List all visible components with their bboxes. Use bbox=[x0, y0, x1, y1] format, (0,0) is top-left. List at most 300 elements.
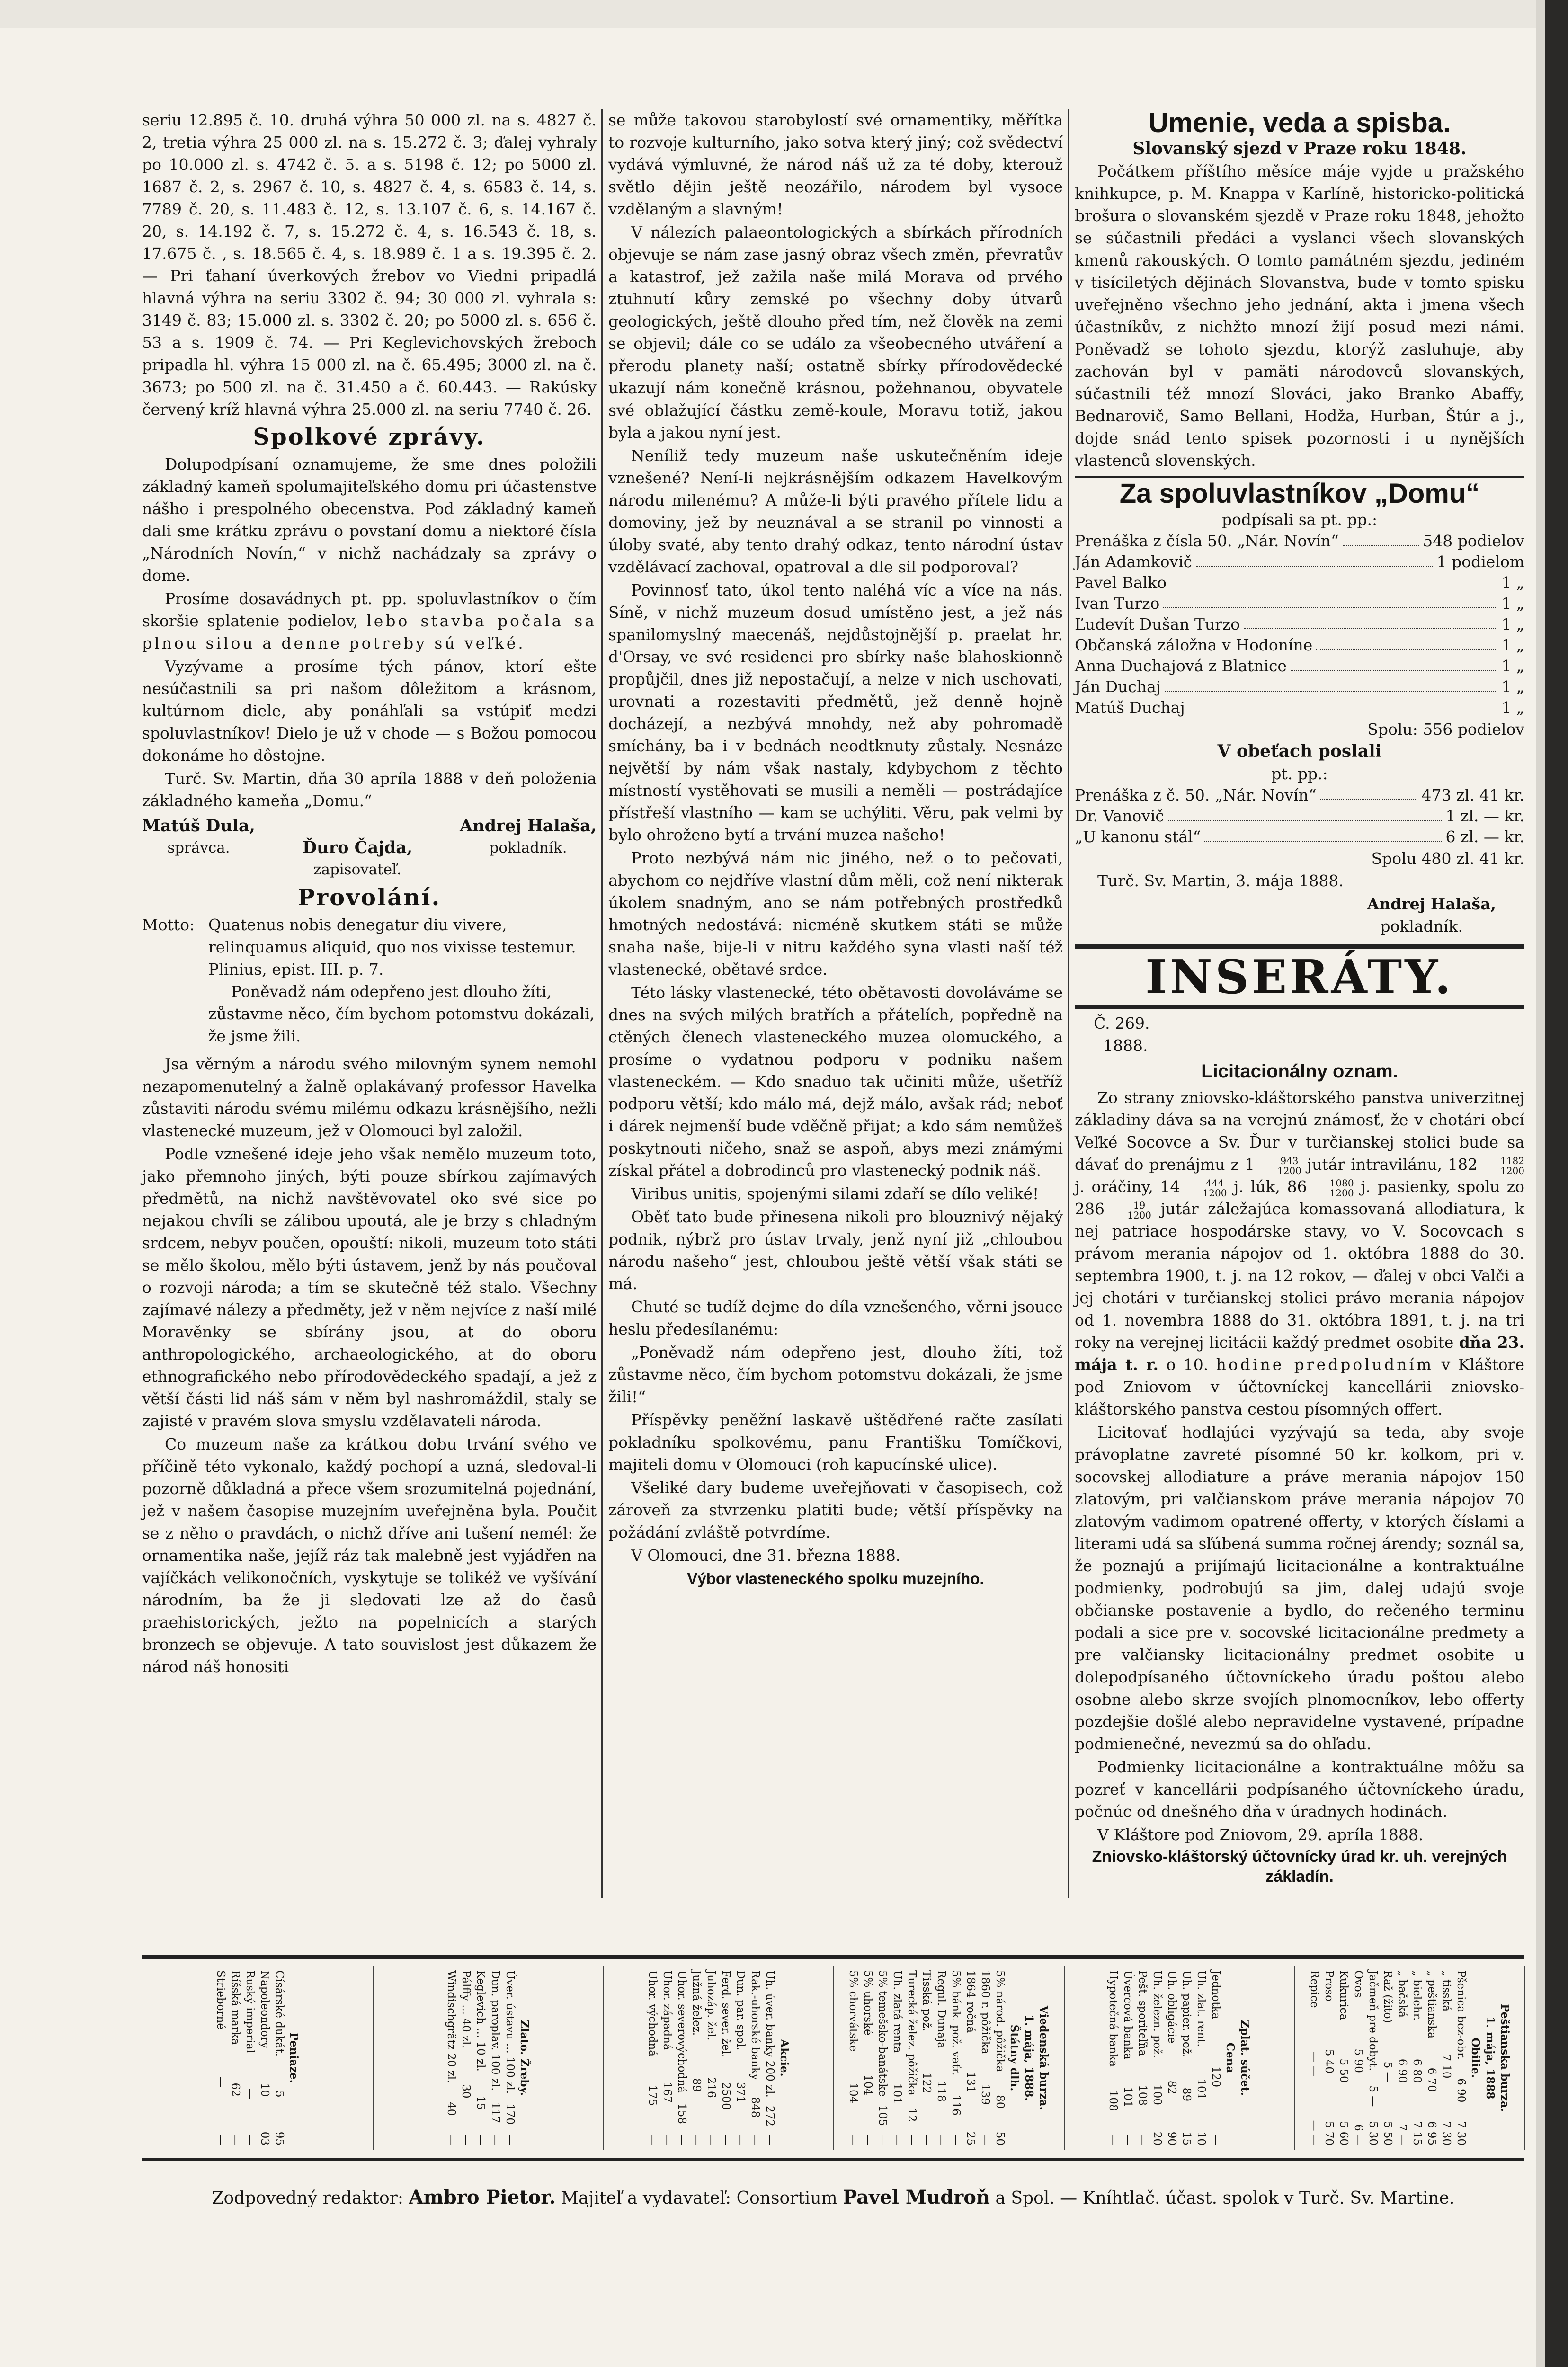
market-item: Windischgrätz 20 zl. bbox=[445, 1970, 457, 2083]
signature-right bbox=[460, 815, 597, 881]
text: jutár záležajúca komassovaná allodiatura, k nej patriace hospodárske stavy, vo V. Socovcach s právom merania nápojov od 1. októbra 1888 do 30. septembra 1900, t. j. na 12 rokov, — ďalej v obci Valči a jej chotári v turčianskej stolici právo merania nápojov od 1. novembra 1888 do 31. októbra 1891, t. j. na tri roky na verejnej licitácii každý predmet osobite bbox=[1075, 1200, 1524, 1352]
market-row bbox=[762, 1970, 777, 2145]
market-row bbox=[1409, 1970, 1424, 2145]
signer-name: Andrej Halaša, bbox=[1367, 895, 1496, 913]
market-block-content bbox=[1307, 1970, 1512, 2145]
market-item: Kukurica bbox=[1337, 1970, 1350, 2020]
market-price: — bbox=[1121, 2134, 1134, 2145]
text: Zo strany zniovsko-kláštorského panstva univerzitnej základiny dáva sa na verejnú známosť, že v chotári obcí Veľké Socovce a Sv. Ďur v turčianskej stolici bude sa dávať do prenájmu z 1 bbox=[1075, 1088, 1524, 1174]
market-heading: Viedenská burza. bbox=[1037, 2005, 1051, 2110]
market-item: Ferd. sever. žel. bbox=[719, 1970, 732, 2058]
signature-middle bbox=[303, 836, 412, 881]
market-block-content bbox=[846, 1970, 1051, 2145]
signer-name: Andrej Halaša, bbox=[460, 816, 597, 836]
market-price: 175 bbox=[646, 2085, 659, 2106]
market-item: „ peštianska bbox=[1425, 1970, 1438, 2038]
market-price: 101 bbox=[1194, 2079, 1207, 2100]
entry-value: 1 zl. — kr. bbox=[1445, 807, 1524, 825]
market-price: — bbox=[1136, 2135, 1149, 2145]
market-row bbox=[458, 1970, 473, 2145]
market-item: Ruský imperial bbox=[244, 1970, 257, 2054]
paragraph: Podmienky licitacionálne a kontraktuálne môžu sa pozreť v kancellárii podpísaného účtovníckeho úradu, počnúc od dnešného dňa v úradnych hodinách. bbox=[1075, 1758, 1524, 1821]
market-heading: Štátny dlh. bbox=[1008, 2024, 1021, 2091]
market-item: Uh. obligácie bbox=[1165, 1970, 1178, 2044]
market-price: — bbox=[474, 2134, 487, 2145]
paragraph: Licitovať hodlajúci vyzývajú sa teda, aby svoje právoplatne zavreté písomné 50 kr. kolkom, pri v. socovskej allodiature a práve merania nápojov 150 zlatovým, pri valčianskom práve merania nápojov 70 zlatovým vadimom opatrené offerty, v ktorých číslami a literami udá sa sľúbená summa ročnej árendy; soznál sa, že poznajú a prijímajú licitacionálne a kontraktuálne podmienky, podrobujú sa jim, dalej udajú svoje občianske postavenie a bydlo, do rečeného terminu podali a sice pre v. socovské licitacionálne predmety a pre valčiansky licitacionálny predmet osobite u dolepodpísaného účtovníckeho úradu poštou alebo osobne alebo skrze svojích plnomocníkov, lebo offerty pozdejšie došlé alebo nepravidelne vystavené, prípadne podmienečné, nevezmú sa do ohľadu. bbox=[1075, 1423, 1524, 1753]
market-price: — bbox=[891, 2135, 904, 2145]
market-price: 10 bbox=[1194, 2131, 1207, 2145]
signatures bbox=[142, 815, 597, 881]
motto-body bbox=[208, 914, 597, 1047]
market-row bbox=[1208, 1970, 1223, 2145]
entry-value: 6 zl. — kr. bbox=[1445, 828, 1524, 846]
market-item: Uh. železn. pož. bbox=[1150, 1970, 1163, 2058]
market-price: 848 bbox=[748, 2097, 761, 2118]
column-middle bbox=[608, 109, 1063, 1591]
market-price: — bbox=[1106, 2135, 1119, 2145]
market-item: Uh. zlat. rent. bbox=[1194, 1970, 1207, 2047]
entry-value: 473 zl. 41 kr. bbox=[1421, 786, 1524, 804]
dateline: V Olomouci, dne 31. března 1888. bbox=[631, 1546, 901, 1565]
divider bbox=[1075, 1005, 1524, 1009]
market-price: — bbox=[748, 2134, 761, 2145]
market-price: 101 bbox=[891, 2083, 904, 2104]
market-row bbox=[502, 1970, 517, 2145]
quote: „Poněvadž nám odepřeno jest, dlouho žíti, tož zůstavme něco, čím bychom potomstvu dokázali, že jsme žili!“ bbox=[608, 1343, 1063, 1406]
market-price: 6 80 bbox=[1410, 2059, 1423, 2083]
market-item: Uhor. severovýchodná bbox=[675, 1970, 688, 2093]
newspaper-page bbox=[142, 109, 1524, 2239]
leader-dots bbox=[1204, 827, 1442, 842]
market-heading: Zlato. Žreby. bbox=[517, 2020, 531, 2096]
market-price: — bbox=[704, 2134, 717, 2145]
spaced-text: hodine predpoludním bbox=[1216, 1355, 1434, 1374]
paragraph: Podle vznešené ideje jeho však nemělo muzeum toto, jako přemnoho jiných, býti pouze sbírkou zajímavých předmětů, na nichž navštěvovatel oko své sice po nejakou chvíli se zálibou upoutá, ale je brzy s chladným srdcem, nebyv poučen, opouští: nikoli, muzeum toto státi se mělo školou, mělo býti ústavem, jenž by nás poučoval o rozvoji národa; a tím se skutečně též stalo. Všechny zajímavé nálezy a předměty, jež v něm nejvíce z naší milé Moravěnky se sbírány jsou, at do oboru anthropologického, archaeologického, at do oboru ethnografického nebo přírodovědeckého spadají, a jež z větší části lid náš sám v něm byl nashromáždil, staly se zajisté v pravém slova smyslu vzdělavateli národa. bbox=[142, 1145, 597, 1430]
market-item: Ovos bbox=[1352, 1970, 1364, 1998]
market-row bbox=[242, 1970, 257, 2145]
entry-name: Pavel Balko bbox=[1075, 573, 1167, 592]
market-price: 6 95 bbox=[1425, 2121, 1438, 2145]
market-price: 82 bbox=[1165, 2080, 1178, 2095]
market-price: 80 bbox=[994, 2095, 1007, 2109]
paragraph: Co muzeum naše za krátkou dobu trvání svého ve příčině této vykonalo, každý pochopí a uzná, sledoval-li pozorně důkladná a přece všem srozumitelná pojednání, jež v našem časopise muzejním uveřejněna byla. Poučit se z něho o pravdách, o nichž dříve ani tušení nemél: že ornamentika naše, jejíž ráz tak malebně jest vyjádřen na vajíčkách velikonočních, vyskytuje se tolikéž ve vyšívání národním, ba že ji sledovati lze až do časů praehistorických, ježto na popelnicích a starých bronzech se objevuje. A tato souvislost jest důkazem že národ náš honositi bbox=[142, 1435, 597, 1676]
motto-label: Motto: bbox=[142, 916, 195, 934]
signer-role: pokladník. bbox=[489, 839, 567, 856]
market-item: Pšenica bez-obr. bbox=[1454, 1970, 1467, 2060]
market-row bbox=[1395, 1970, 1409, 2145]
signature-left bbox=[142, 815, 255, 881]
market-item: 1864 ročná bbox=[964, 1970, 977, 2033]
market-block-vieden bbox=[833, 1966, 1065, 2150]
paragraph-text: Prosíme dosavádnych pt. pp. spoluvlastníkov o čím skoršie splatenie podielov, bbox=[142, 589, 597, 630]
entry-value: 1 „ bbox=[1501, 698, 1524, 717]
market-price: 50 bbox=[994, 2131, 1007, 2145]
market-price: — bbox=[719, 2135, 732, 2145]
market-heading: Peštianska burza. bbox=[1498, 2004, 1511, 2112]
market-item: Uh. úver. banky 200 zl. bbox=[763, 1970, 776, 2098]
donation-row bbox=[1075, 806, 1524, 827]
market-price: 108 bbox=[1106, 2090, 1119, 2111]
entry-value: 1 „ bbox=[1501, 594, 1524, 613]
numerator: 444 bbox=[1180, 1178, 1227, 1188]
dateline: V Kláštore pod Zniovom, 29. apríla 1888. bbox=[1097, 1825, 1424, 1844]
market-price: 2500 bbox=[719, 2082, 732, 2110]
scan-edge-light bbox=[1536, 0, 1545, 2367]
market-heading: Zplat. súčet. bbox=[1238, 2020, 1251, 2096]
motto-latin: Quatenus nobis denegatur diu vivere, relinquamus aliquid, quo nos vixisse testemur. Plinius, epist. III. p. 7. bbox=[208, 916, 576, 979]
market-price: 7 30 bbox=[1440, 2121, 1452, 2145]
shareholder-row bbox=[1075, 531, 1524, 552]
market-block-zplat bbox=[1064, 1966, 1295, 2150]
market-price: 6 90 bbox=[1396, 2058, 1408, 2083]
market-item: Císárské dukát. bbox=[273, 1970, 286, 2056]
market-item: Strieborné bbox=[214, 1970, 227, 2029]
market-price: — bbox=[979, 2134, 992, 2145]
market-heading: Peniaze. bbox=[287, 2032, 301, 2083]
market-row bbox=[645, 1970, 659, 2145]
paragraph: Povinnosť tato, úkol tento naléhá víc a více na nás. Síně, v nichž muzeum dosud umístěno jest, a jež nás spanilomyslný maecenáš, nejdůstojnější p. praelat hr. d'Orsay, ve své residenci pro sbírky naše blahoskionně propůjčil, dnes již nepostačují, a nelze v nich uschovati, urovnati a rozestaviti předmětů, jež denně hojně docházejí, a nezbývá mnohdy, než aby pohromadě smíchány, ba i v bednách neodtknuty zůstaly. Nesnáze největší by nám však nastaly, kdybychom z těchto místností vystěhovati se musili a neměli — postrádajíce přístřeší vlastního — kam se uchýliti. Věru, pak velmi by bylo ohroženo bytí a trvání muzea našeho! bbox=[608, 581, 1063, 844]
entry-name: Prenáška z čísla 50. „Nár. Novín“ bbox=[1075, 532, 1339, 550]
market-item: 1860 r. pôžička bbox=[979, 1970, 992, 2055]
market-row bbox=[860, 1970, 875, 2145]
paragraph: se může takovou starobylostí své ornamentiky, měřítka to rozvoje kulturního, jako sotva který jiný; což svědectví vydává výmluvné, že národ náš už za té doby, kterouž světlo dějin ještě neozářilo, národem byl vysoce vzdělaným a slavným! bbox=[608, 111, 1063, 218]
market-item: Raž (žito) bbox=[1381, 1970, 1394, 2023]
denominator: 1200 bbox=[1277, 1165, 1301, 1176]
market-price: — bbox=[244, 2134, 257, 2145]
entry-value: 1 podielom bbox=[1436, 552, 1524, 571]
paragraph bbox=[1075, 1086, 1524, 1420]
market-row bbox=[1194, 1970, 1208, 2145]
market-block-pest bbox=[1294, 1966, 1525, 2150]
market-item: Keglevich ... 10 zl. bbox=[474, 1970, 487, 2072]
paragraph: Počátkem příštího měsíce máje vyjde u pražského knihkupce, p. M. Knappa v Karlíně, historicko-politická brošura o slovanském sjezdě v Praze roku 1848, jehožto se súčastnili předáci a vyslanci všech slovanských kmenů rakouských. O tomto památném sjezdu, jediném v tisíciletých dějinách Slovanstva, bude v tomto spisku uveřejněno všechno jeho jednání, akta i jmena všech účastníkův, z nichžto mnozí žijí posud mezi námi. Poněvadž se tohoto sjezdu, ktorýž zasluhuje, aby zachován byl v pamäti národovců slovanských, súčastnili též mnozí Slováci, jako Branko Abaffy, Bednarovič, Samo Bellani, Hodža, Hurban, Štúr a j., dojde snád tento spisek pozornosti i u nynějších vlastenců slovenských. bbox=[1075, 162, 1524, 470]
market-price: 5 30 bbox=[1366, 2121, 1379, 2145]
dateline: Turč. Sv. Martin, dňa 30 apríla 1888 v deň položenia základného kameňa „Domu.“ bbox=[142, 769, 597, 810]
signer-role: zapisovateľ. bbox=[313, 861, 401, 878]
fraction bbox=[1105, 1201, 1151, 1220]
list-total: Spolu: 556 podielov bbox=[1367, 720, 1524, 739]
market-price: — bbox=[763, 2135, 776, 2145]
market-price: 7 — bbox=[1396, 2124, 1408, 2145]
article-headline: Slovanský sjezd v Praze roku 1848. bbox=[1132, 139, 1467, 159]
market-price: 170 bbox=[503, 2104, 516, 2125]
paragraph: Jsa věrným a národu svého milovným synem nemohl nezapomenutelný a žalně oplakávaný professor Havelka zůstaviti národu svému milému odkazu krásnějšího, nežli vlastenecké muzeum, jež v Olomouci byl založil. bbox=[142, 1055, 597, 1140]
market-item: Dun. paroplav. 100 zl. bbox=[489, 1970, 501, 2091]
market-row bbox=[228, 1970, 242, 2145]
numerator: 1080 bbox=[1307, 1178, 1354, 1188]
market-item: Úvercová banka bbox=[1121, 1970, 1134, 2060]
shareholder-row bbox=[1075, 614, 1524, 635]
market-price: — bbox=[734, 2134, 747, 2145]
market-item: 5% uhorské bbox=[862, 1970, 874, 2036]
market-price: 7 15 bbox=[1410, 2121, 1423, 2145]
market-item: 5% bánk. pož. vaťr. bbox=[950, 1970, 962, 2076]
section-title-provolani: Provolání. bbox=[297, 884, 441, 911]
entry-value: 1 „ bbox=[1501, 636, 1524, 654]
leader-dots bbox=[1320, 785, 1418, 800]
section-title-umenie: Umenie, veda a spisba. bbox=[1148, 107, 1451, 138]
editor-name: Ambro Pietor. bbox=[409, 2186, 556, 2208]
market-row bbox=[1424, 1970, 1439, 2145]
market-row bbox=[875, 1970, 890, 2145]
market-row bbox=[1365, 1970, 1380, 2145]
market-price: 6 — bbox=[1352, 2124, 1364, 2145]
market-price: 371 bbox=[734, 2082, 747, 2103]
market-row bbox=[963, 1970, 978, 2145]
market-heading: Cena bbox=[1223, 2042, 1237, 2073]
entry-value: 1 „ bbox=[1501, 573, 1524, 592]
paragraph: Oběť tato bude přinesena nikoli pro blouznivý nějaký podnik, nýbrž pro ústav trvaly, jenž nyní již „chloubou národu našeho“ jest, chloubou ještě větší však státi se má. bbox=[608, 1208, 1063, 1293]
leader-dots bbox=[1170, 572, 1497, 587]
market-price: 100 bbox=[1150, 2084, 1163, 2105]
bold-date: dňa 23. mája t. r. bbox=[1075, 1333, 1524, 1374]
paragraph: Příspěvky peněžní laskavě uštědřené račte zasílati pokladníku spolkovému, panu Františku Tomíčkovi, majiteli domu v Olomouci (roh kapucínské ulice). bbox=[608, 1411, 1063, 1474]
market-block-content bbox=[213, 1970, 301, 2145]
market-block-zlato bbox=[373, 1966, 604, 2150]
market-price: 5 50 bbox=[1337, 2058, 1350, 2083]
market-row bbox=[919, 1970, 934, 2145]
entry-name: Prenáška z č. 50. „Nár. Novín“ bbox=[1075, 786, 1317, 804]
shareholder-row bbox=[1075, 697, 1524, 718]
market-row bbox=[934, 1970, 948, 2145]
market-item: „ bačská bbox=[1396, 1970, 1408, 2018]
notice-title: Licitacionálny oznam. bbox=[1201, 1061, 1398, 1082]
market-item: Jačmeň pre dobyt. bbox=[1366, 1970, 1379, 2071]
market-item: Rak.-uhorské banky bbox=[748, 1970, 761, 2080]
lottery-results: seriu 12.895 č. 10. druhá výhra 50 000 zl. na s. 4827 č. 2, tretia výhra 25 000 zl. na s. 15.272 č. 3; ďalej vyhraly po 10.000 zl. s. 4742 č. 5. a s. 5198 č. 12; po 5000 zl. 1687 č. 2, s. 2967 č. 10, s. 4827 č. 4, s. 6583 č. 14, s. 7789 č. 20, s. 11.483 č. 12, s. 13.107 č. 6, s. 14.167 č. 20, s. 14.192 č. 7, s. 15.272 č. 4, s. 16.543 č. 18, s. 17.675 č. , s. 18.565 č. 4, s. 18.989 č. 1 a s. 19.395 č. 2. — Pri ťahaní úverkových žrebov vo Viedni pripadlá hlavná výhra na seriu 3302 č. 94; 30 000 zl. vyhrala s: 3149 č. 83; 15.000 zl. s. 3302 č. 20; po 5000 zl. s. 656 č. 53 a s. 1909 č. 74. — Pri Keglevichovských žreboch pripadla hl. výhra 15 000 zl. na č. 65.495; 3000 zl. na č. 3673; po 500 zl. na č. 31.450 a č. 60.443. — Rakúsky červený kríž hlavná výhra 25.000 zl. na seriu 7740 č. 26. bbox=[142, 111, 597, 418]
market-price: 15 bbox=[1180, 2131, 1193, 2145]
market-price: — bbox=[646, 2134, 659, 2145]
notice-year: 1888. bbox=[1103, 1036, 1148, 1055]
market-item: Dun. par. spol. bbox=[734, 1970, 747, 2051]
paragraph: Vyzývame a prosíme tých pánov, ktorí ešte nesúčastnili sa pri našom dôležitom a krásnom, kultúrnom diele, aby ponáhľali sa vstúpiť medzi spoluvlastníkov! Dielo je už v chode — s Božou pomocou dokonáme ho dôstojne. bbox=[142, 657, 597, 765]
market-price: 5 50 bbox=[1381, 2121, 1394, 2145]
market-price: 5 — bbox=[1366, 2085, 1379, 2107]
shareholder-row bbox=[1075, 572, 1524, 593]
market-price: 118 bbox=[935, 2081, 948, 2102]
market-heading: 1. mája, 1888 bbox=[1483, 2016, 1497, 2100]
market-price: 104 bbox=[862, 2074, 874, 2096]
leader-dots bbox=[1291, 656, 1497, 671]
market-row bbox=[1164, 1970, 1179, 2145]
paragraph: Viribus unitis, spojenými silami zdaří se dílo veliké! bbox=[631, 1184, 1039, 1203]
market-price: 5 — bbox=[1381, 2061, 1394, 2083]
list-title: V obeťach poslali bbox=[1217, 741, 1382, 761]
market-price: — bbox=[675, 2135, 688, 2145]
market-price: 101 bbox=[1121, 2086, 1134, 2108]
market-row bbox=[488, 1970, 502, 2145]
column-rule bbox=[601, 109, 603, 1898]
paragraph: Dolupodpísaní oznamujeme, že sme dnes položili základný kameň spolumajiteľského domu pri účastenstve nášho i prespolného obecenstva. Pod základný kameň dali sme krátku zprávu o povstaní domu a niektoré čísla „Národních Novín,“ v nichž nachádzaly sa zprávy o dome. bbox=[142, 455, 597, 585]
entry-name: Občanská záložna v Hodoníne bbox=[1075, 636, 1313, 654]
market-row bbox=[257, 1970, 272, 2145]
market-price: 5 70 bbox=[1322, 2121, 1335, 2145]
market-row bbox=[473, 1970, 488, 2145]
market-price: 122 bbox=[920, 2073, 933, 2094]
market-price: — bbox=[503, 2134, 516, 2145]
entry-name: „U kanonu stál“ bbox=[1075, 828, 1201, 846]
market-item: Repice bbox=[1308, 1970, 1320, 2008]
market-price: 7 10 bbox=[1440, 2054, 1452, 2079]
market-price: — bbox=[950, 2135, 962, 2145]
market-row bbox=[704, 1970, 718, 2145]
entry-value: 1 „ bbox=[1501, 657, 1524, 675]
market-item: Uh. papier. pož. bbox=[1180, 1970, 1193, 2058]
denominator: 1200 bbox=[1329, 1187, 1354, 1199]
imprint-footer bbox=[142, 2186, 1524, 2208]
signature: Výbor vlasteneckého spolku muzejního. bbox=[687, 1570, 984, 1587]
divider bbox=[1075, 476, 1524, 478]
market-row bbox=[904, 1970, 919, 2145]
market-item: Južná želez. bbox=[690, 1970, 703, 2036]
paragraph: Neníliž tedy muzeum naše uskutečněním ideje vznešené? Není-li nejkrásnějším odkazem Havelkovým národu milenému? A může-li býti pravého přítele lidu a domoviny, jež by neuznával a se stranil po vinnosti a úloby svaté, aby tento drahý odkaz, tento národní ústav vzdělávací zachoval, opatroval a dle sil podporoval? bbox=[608, 446, 1063, 576]
market-row bbox=[1135, 1970, 1149, 2145]
market-item: 5% chorvátske bbox=[847, 1970, 860, 2052]
publisher-label: Majiteľ a vydavateľ: Consortium bbox=[561, 2189, 837, 2208]
market-block-content bbox=[1105, 1970, 1252, 2145]
numerator: 943 bbox=[1255, 1156, 1301, 1166]
fraction bbox=[1478, 1156, 1524, 1175]
market-price: — bbox=[847, 2134, 860, 2145]
market-price: 117 bbox=[489, 2102, 501, 2123]
market-price: — bbox=[1209, 2134, 1222, 2145]
market-row bbox=[1380, 1970, 1395, 2145]
market-price: 6 70 bbox=[1425, 2067, 1438, 2092]
list-subtitle: pt. pp.: bbox=[1271, 765, 1328, 783]
market-item: Pálffy ... 40 zl. bbox=[459, 1970, 472, 2048]
leader-dots bbox=[1189, 697, 1498, 712]
entry-name: Ján Duchaj bbox=[1075, 677, 1161, 696]
market-price: 6 90 bbox=[1454, 2078, 1467, 2103]
market-block-content bbox=[444, 1970, 532, 2145]
market-price: 62 bbox=[229, 2082, 242, 2097]
entry-name: Dr. Vanovič bbox=[1075, 807, 1164, 825]
market-item: Uh. zlatá renta bbox=[891, 1970, 904, 2053]
market-item: Uhor. západná bbox=[660, 1970, 673, 2050]
scan-edge-dark bbox=[1545, 0, 1568, 2367]
market-price: — bbox=[690, 2135, 703, 2145]
market-price: — — bbox=[1308, 2051, 1320, 2077]
market-price: 158 bbox=[675, 2103, 688, 2124]
market-item: Jednotka bbox=[1209, 1970, 1222, 2020]
paragraph: Této lásky vlastenecké, této obětavosti dovoláváme se dnes na svých milých bratřích a přátelích, popředně na ctěných členech vlasteneckého muzea olomuckého, a prosíme o vydatnou podporu v podniku našem vlasteneckém. — Kdo snaduo tak učiniti může, ušetříž podporu větší; kdo málo má, dejž málo, avšak rád; neboť i dárek nejmenší bude vděčně přijat; a kdo sám nemůžeš poskytnouti ničeho, snaž se aspoň, abys mezi známými získal přátel a dobrodinců pro vlastenecký podnik náš. bbox=[608, 983, 1063, 1180]
numerator: 19 bbox=[1105, 1201, 1151, 1210]
motto-czech: Poněvadž nám odepřeno jest dlouho žíti, zůstavme něco, čím bychom potomstvu dokázali, že jsme žili. bbox=[208, 982, 595, 1045]
market-price: — bbox=[244, 2088, 257, 2100]
list-subtitle: podpísali sa pt. pp.: bbox=[1221, 510, 1378, 529]
market-price: 105 bbox=[876, 2105, 889, 2126]
shareholder-row bbox=[1075, 676, 1524, 697]
donation-row bbox=[1075, 827, 1524, 847]
market-heading: 1. mája, 1888. bbox=[1023, 2014, 1036, 2101]
market-price: 5 bbox=[273, 2090, 286, 2098]
market-price: 12 bbox=[906, 2108, 918, 2122]
signature: Zniovsko-kláštorský účtovnícky úrad kr. uh. verejných základín. bbox=[1092, 1848, 1507, 1886]
denominator: 1200 bbox=[1127, 1209, 1151, 1221]
market-item: Pešt. sporiteľňa bbox=[1136, 1970, 1149, 2056]
divider bbox=[1075, 944, 1524, 949]
list-total: Spolu 480 zl. 41 kr. bbox=[1371, 849, 1524, 868]
market-report bbox=[142, 1955, 1524, 2161]
market-block-peniaze bbox=[142, 1966, 374, 2150]
market-price: 40 bbox=[445, 2102, 457, 2116]
market-price: — bbox=[906, 2135, 918, 2145]
shareholder-row bbox=[1075, 635, 1524, 656]
entry-value: 1 „ bbox=[1501, 677, 1524, 696]
market-item: Napoleondory bbox=[258, 1970, 271, 2048]
market-price: 167 bbox=[660, 2082, 673, 2103]
market-price: 116 bbox=[950, 2094, 962, 2116]
market-row bbox=[1336, 1970, 1351, 2145]
market-item: Turecká želez. pôžička bbox=[906, 1970, 918, 2096]
market-row bbox=[1453, 1970, 1468, 2145]
market-price: — bbox=[229, 2135, 242, 2145]
market-row bbox=[272, 1970, 286, 2145]
market-price: 120 bbox=[1209, 2066, 1222, 2087]
entry-name: Ivan Turzo bbox=[1075, 594, 1160, 613]
signer-name: Ďuro Čajda, bbox=[302, 838, 413, 857]
entry-name: Matúš Duchaj bbox=[1075, 698, 1185, 717]
market-item: „ tisská bbox=[1440, 1970, 1452, 2012]
market-price: 89 bbox=[1180, 2087, 1193, 2102]
leader-dots bbox=[1244, 614, 1497, 629]
market-item: Tisská pož. bbox=[920, 1970, 933, 2032]
fraction bbox=[1255, 1156, 1301, 1175]
shareholder-list bbox=[1075, 531, 1524, 718]
signer-name: Matúš Dula, bbox=[142, 816, 255, 836]
market-price: — bbox=[862, 2135, 874, 2145]
numerator: 1182 bbox=[1478, 1156, 1524, 1166]
market-row bbox=[978, 1970, 992, 2145]
market-price: — bbox=[445, 2134, 457, 2145]
market-row bbox=[733, 1970, 748, 2145]
market-row bbox=[444, 1970, 458, 2145]
market-row bbox=[846, 1970, 860, 2145]
market-price: 216 bbox=[704, 2077, 717, 2098]
shareholder-row bbox=[1075, 656, 1524, 676]
entry-name: Ľudevít Dušan Turzo bbox=[1075, 615, 1240, 633]
market-row bbox=[1105, 1970, 1120, 2145]
market-item: 5% národ. pôžička bbox=[994, 1970, 1007, 2073]
spaced-text: lebo stavba počala sa plnou silou a denne potreby sú veľké. bbox=[142, 612, 597, 652]
market-price: 139 bbox=[979, 2084, 992, 2105]
leader-dots bbox=[1163, 593, 1497, 608]
market-row bbox=[718, 1970, 733, 2145]
market-price: — bbox=[214, 2134, 227, 2145]
leader-dots bbox=[1316, 635, 1497, 650]
entry-name: Anna Duchajová z Blatnice bbox=[1075, 657, 1287, 675]
editor-label: Zodpovedný redaktor: bbox=[212, 2189, 403, 2208]
market-price: — bbox=[935, 2134, 948, 2145]
market-row bbox=[659, 1970, 674, 2145]
leader-dots bbox=[1165, 676, 1497, 692]
market-price: 5 90 bbox=[1352, 2048, 1364, 2073]
market-item: 5% temešsko-banátske bbox=[876, 1970, 889, 2097]
market-row bbox=[748, 1970, 762, 2145]
signer-role: správca. bbox=[167, 839, 230, 856]
market-item: Ríšská marka bbox=[229, 1970, 242, 2045]
denominator: 1200 bbox=[1500, 1165, 1524, 1176]
market-price: — — bbox=[1308, 2120, 1320, 2145]
donation-list bbox=[1075, 785, 1524, 847]
market-price: 5 60 bbox=[1337, 2121, 1350, 2145]
printer-name: Kníhtlač. účast. spolok v Turč. Sv. Martine. bbox=[1082, 2189, 1455, 2208]
market-price: — bbox=[920, 2134, 933, 2145]
paragraph: V nálezích palaeontologických a sbírkách přírodních objevuje se nám zase jasný obraz všech změn, převratův a katastrof, jež zažila naše milá Morava od prvého ztuhnutí kůry zemské po všechny doby útvarů geologických, ještě dlouho před tím, než člověk na zemi se objevil; dále co se událo za všeobecného utváření a přerodu planety naší; ostatně sbírky přírodovědecké ukazují nám konečně krásnou, požehnanou, obyvatele své oblažující částku země-koule, Moravu totiž, jakou byla a jakou nyní jest. bbox=[608, 223, 1063, 442]
market-price: 89 bbox=[690, 2078, 703, 2092]
shareholder-row bbox=[1075, 593, 1524, 614]
market-row bbox=[1149, 1970, 1164, 2145]
